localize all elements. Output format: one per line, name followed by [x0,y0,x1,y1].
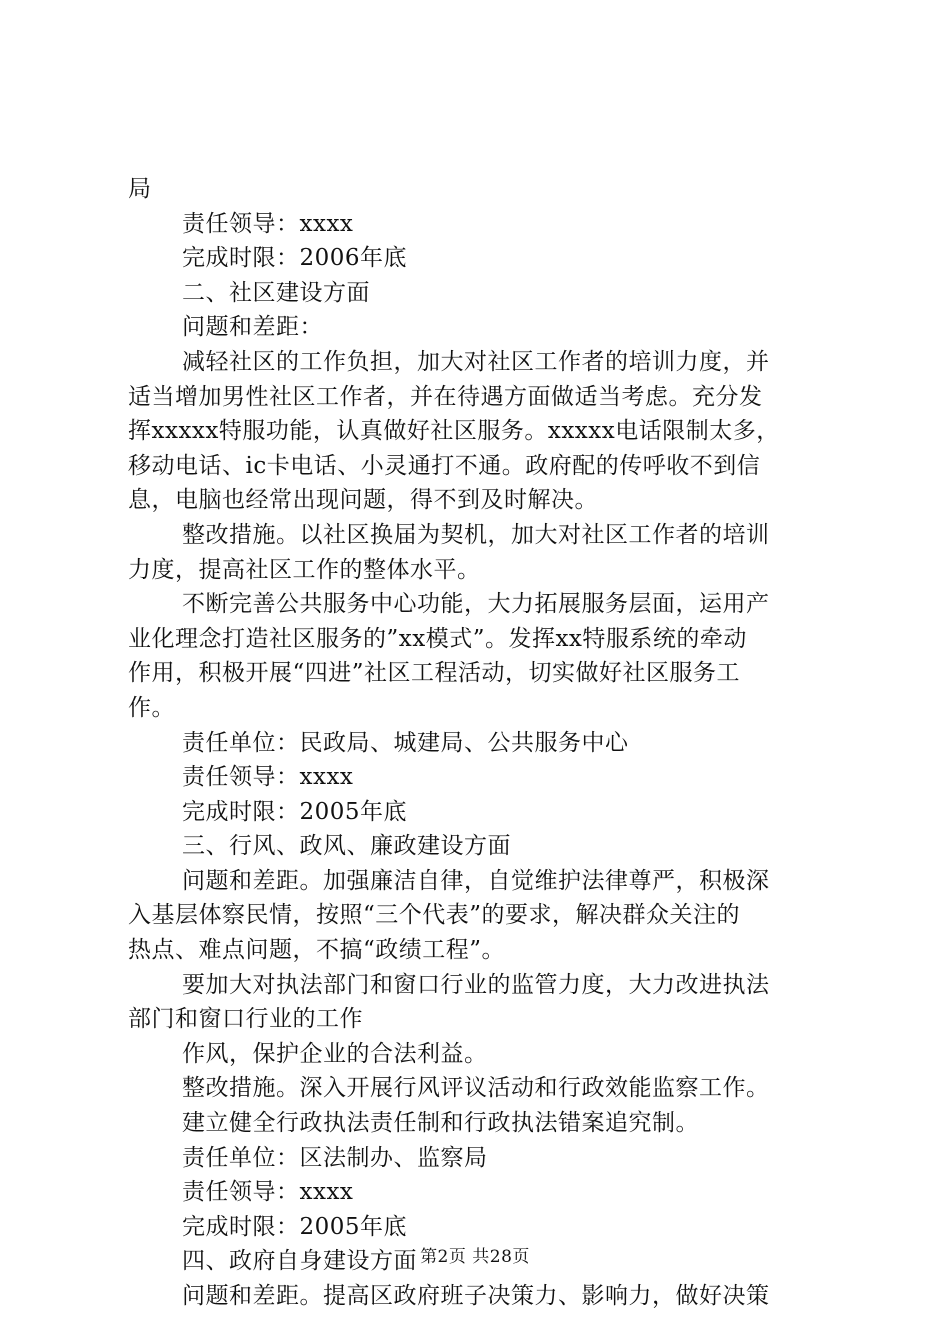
text-line: 减轻社区的工作负担，加大对社区工作者的培训力度，并 [182,348,770,375]
text-line: 责任领导：xxxx [182,764,354,791]
text-line: 局 [128,176,152,202]
document-body [128,172,832,1314]
text-line: 部门和窗口行业的工作 [128,1006,363,1033]
text-line: 责任领导：xxxx [182,1179,354,1206]
text-line: 不断完善公共服务中心功能，大力拓展服务层面，运用产 [182,591,770,618]
text-line: 四、政府自身建设方面 [182,1248,417,1275]
text-line: 问题和差距。提高区政府班子决策力、影响力，做好决策 [182,1283,770,1309]
text-line: 责任单位：区法制办、监察局 [182,1144,488,1171]
text-line: 完成时限：2006年底 [182,245,408,272]
text-line: 二、社区建设方面 [182,279,370,306]
text-line: 责任领导：xxxx [182,210,354,237]
text-line: 移动电话、ic卡电话、小灵通打不通。政府配的传呼收不到信 [128,452,761,479]
text-line: 作。 [128,694,175,721]
text-line: 力度，提高社区工作的整体水平。 [128,556,481,583]
text-line: 作用，积极开展“四进”社区工程活动，切实做好社区服务工 [128,660,741,687]
text-line: 建立健全行政执法责任制和行政执法错案追究制。 [182,1110,699,1137]
text-line: 适当增加男性社区工作者，并在待遇方面做适当考虑。充分发 [128,383,763,410]
page-footer: 第2页 共28页 [420,1247,530,1267]
text-line: 作风，保护企业的合法利益。 [182,1040,488,1067]
text-line: 热点、难点问题，不搞“政绩工程”。 [128,937,506,964]
text-line: 完成时限：2005年底 [182,798,408,825]
text-line: 整改措施。以社区换届为契机，加大对社区工作者的培训 [182,521,770,548]
text-line: 三、行风、政风、廉政建设方面 [182,833,511,860]
text-line: 问题和差距。加强廉洁自律，自觉维护法律尊严，积极深 [182,867,770,894]
text-line: 整改措施。深入开展行风评议活动和行政效能监察工作。 [182,1075,770,1102]
text-line: 完成时限：2005年底 [182,1213,408,1240]
text-line: 责任单位：民政局、城建局、公共服务中心 [182,729,629,756]
text-line: 挥xxxxx特服功能，认真做好社区服务。xxxxx电话限制太多， [128,418,780,445]
text-line: 入基层体察民情，按照“三个代表”的要求，解决群众关注的 [128,902,741,929]
text-line: 要加大对执法部门和窗口行业的监管力度，大力改进执法 [182,971,770,998]
text-line: 问题和差距： [182,314,323,341]
text-line: 业化理念打造社区服务的”xx模式”。发挥xx特服系统的牵动 [128,625,747,652]
text-line: 息，电脑也经常出现问题，得不到及时解决。 [128,487,598,514]
